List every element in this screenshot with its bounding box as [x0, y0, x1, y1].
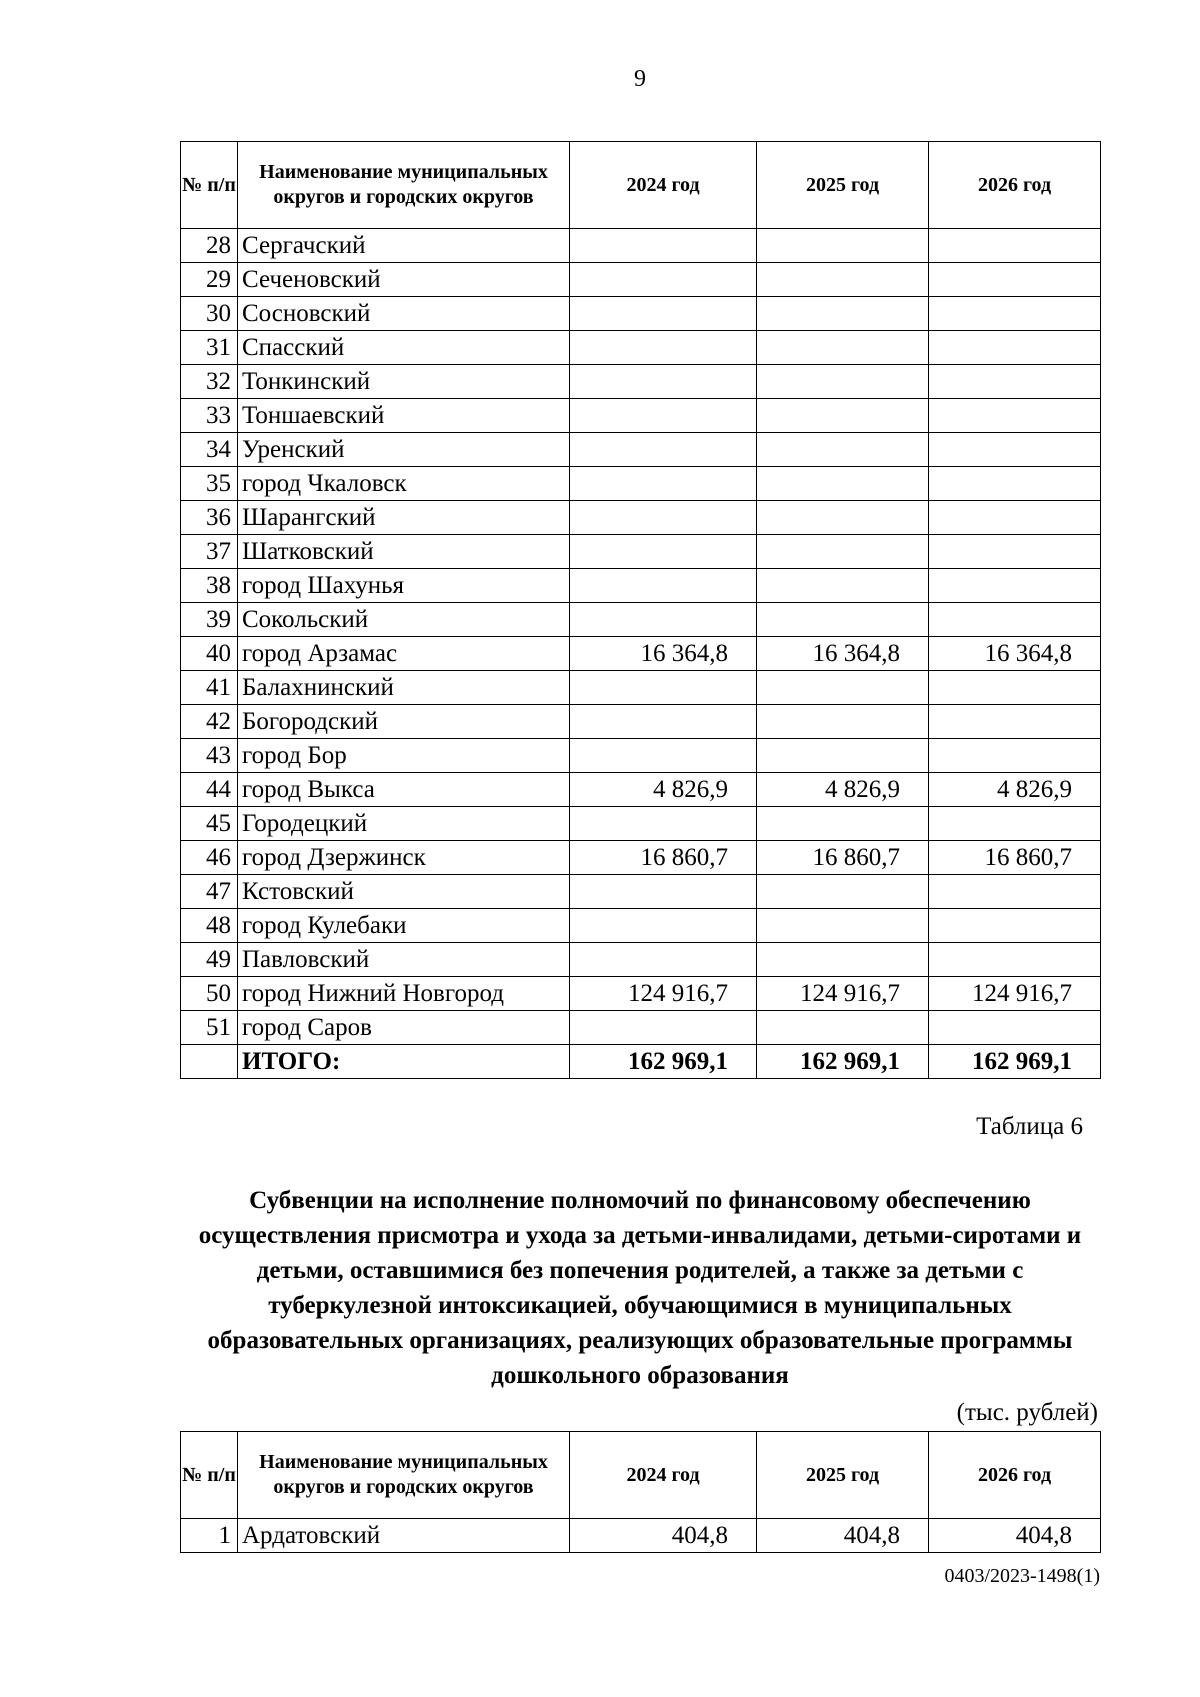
value-2026 — [929, 875, 1101, 909]
value-2026 — [929, 331, 1101, 365]
row-number: 34 — [181, 433, 238, 467]
row-number: 35 — [181, 467, 238, 501]
header-district-name: Наименование муниципальных округов и городских округов — [238, 1432, 570, 1519]
value-2024 — [570, 399, 757, 433]
value-2026 — [929, 739, 1101, 773]
table-row — [181, 637, 1101, 671]
value-2026: 404,8 — [929, 1519, 1101, 1553]
units-note: (тыс. рублей) — [956, 1399, 1098, 1426]
district-name: Тоншаевский — [238, 399, 570, 433]
header-district-name: Наименование муниципальных округов и городских округов — [238, 142, 570, 229]
value-2026: 124 916,7 — [929, 977, 1101, 1011]
row-number: 51 — [181, 1011, 238, 1045]
district-name: Богородский — [238, 705, 570, 739]
district-name: Сергачский — [238, 229, 570, 263]
district-name: город Шахунья — [238, 569, 570, 603]
table-row — [181, 501, 1101, 535]
value-2025 — [757, 365, 929, 399]
value-2025 — [757, 1011, 929, 1045]
value-2024 — [570, 943, 757, 977]
row-number: 31 — [181, 331, 238, 365]
value-2025 — [757, 909, 929, 943]
value-2026 — [929, 229, 1101, 263]
value-2025 — [757, 739, 929, 773]
value-2024 — [570, 331, 757, 365]
table-row — [181, 263, 1101, 297]
value-2026: 4 826,9 — [929, 773, 1101, 807]
value-2025: 16 860,7 — [757, 841, 929, 875]
header-row-number: № п/п — [181, 1432, 238, 1519]
table-row — [181, 1011, 1101, 1045]
table-row — [181, 671, 1101, 705]
district-name: Балахнинский — [238, 671, 570, 705]
value-2026 — [929, 433, 1101, 467]
district-name: город Выкса — [238, 773, 570, 807]
value-2024 — [570, 467, 757, 501]
page-number: 9 — [634, 66, 646, 92]
row-number: 49 — [181, 943, 238, 977]
value-2025 — [757, 807, 929, 841]
value-2026 — [929, 535, 1101, 569]
value-2025 — [757, 705, 929, 739]
value-2024 — [570, 671, 757, 705]
header-row-number: № п/п — [181, 142, 238, 229]
value-2024 — [570, 909, 757, 943]
row-number: 37 — [181, 535, 238, 569]
row-number: 44 — [181, 773, 238, 807]
value-2025: 4 826,9 — [757, 773, 929, 807]
district-name: Шатковский — [238, 535, 570, 569]
row-number: 39 — [181, 603, 238, 637]
district-name: город Нижний Новгород — [238, 977, 570, 1011]
table-row — [181, 875, 1101, 909]
value-2025 — [757, 535, 929, 569]
allocation-table-continued — [180, 141, 1101, 1079]
district-name: Павловский — [238, 943, 570, 977]
district-name: Сосновский — [238, 297, 570, 331]
total-row — [181, 1045, 1101, 1079]
value-2026: 16 860,7 — [929, 841, 1101, 875]
value-2026 — [929, 705, 1101, 739]
row-number: 36 — [181, 501, 238, 535]
table-row — [181, 943, 1101, 977]
table-6-title: Субвенции на исполнение полномочий по финансовому обеспечению осуществления присмотра и ухода за детьми-инвалидами, детьми-сиротами и детьми, оставшимися без попечения родителей, а также за детьми с туберкулезной интоксикацией, обучающимися в муниципальных образовательных организациях, реализующих образовательные программы дошкольного образования — [198, 1187, 1082, 1389]
district-name: Кстовский — [238, 875, 570, 909]
header-year-2026: 2026 год — [929, 1432, 1101, 1519]
value-2025 — [757, 433, 929, 467]
table-row — [181, 807, 1101, 841]
table-6-label: Таблица 6 — [976, 1113, 1083, 1140]
total-label: ИТОГО: — [238, 1045, 570, 1079]
row-number: 41 — [181, 671, 238, 705]
district-name: Ардатовский — [238, 1519, 570, 1553]
value-2025 — [757, 943, 929, 977]
value-2024 — [570, 807, 757, 841]
value-2025 — [757, 569, 929, 603]
value-2026 — [929, 365, 1101, 399]
table-row — [181, 773, 1101, 807]
value-2025 — [757, 501, 929, 535]
district-name: город Бор — [238, 739, 570, 773]
header-year-2025: 2025 год — [757, 142, 929, 229]
row-number: 38 — [181, 569, 238, 603]
value-2025 — [757, 671, 929, 705]
value-2024 — [570, 603, 757, 637]
value-2026 — [929, 943, 1101, 977]
value-2025 — [757, 229, 929, 263]
value-2024 — [570, 297, 757, 331]
table-row — [181, 365, 1101, 399]
district-name: Шарангский — [238, 501, 570, 535]
table-row — [181, 977, 1101, 1011]
district-name: город Дзержинск — [238, 841, 570, 875]
district-name: Городецкий — [238, 807, 570, 841]
value-2025: 16 364,8 — [757, 637, 929, 671]
row-number: 33 — [181, 399, 238, 433]
value-2024: 4 826,9 — [570, 773, 757, 807]
row-number: 29 — [181, 263, 238, 297]
value-2024 — [570, 501, 757, 535]
district-name: Сеченовский — [238, 263, 570, 297]
value-2026 — [929, 263, 1101, 297]
row-number: 46 — [181, 841, 238, 875]
value-2024 — [570, 365, 757, 399]
district-name: Сокольский — [238, 603, 570, 637]
value-2024 — [570, 263, 757, 297]
table-row — [181, 467, 1101, 501]
value-2024 — [570, 705, 757, 739]
table-row — [181, 603, 1101, 637]
value-2024 — [570, 875, 757, 909]
value-2026 — [929, 909, 1101, 943]
value-2026 — [929, 1011, 1101, 1045]
value-2024: 404,8 — [570, 1519, 757, 1553]
district-name: город Кулебаки — [238, 909, 570, 943]
value-2024: 16 364,8 — [570, 637, 757, 671]
district-name: город Чкаловск — [238, 467, 570, 501]
row-number: 30 — [181, 297, 238, 331]
value-2025: 404,8 — [757, 1519, 929, 1553]
table-row — [181, 297, 1101, 331]
value-2026 — [929, 569, 1101, 603]
value-2025 — [757, 399, 929, 433]
district-name: город Арзамас — [238, 637, 570, 671]
value-2024 — [570, 739, 757, 773]
header-year-2026: 2026 год — [929, 142, 1101, 229]
table-row — [181, 841, 1101, 875]
total-2024: 162 969,1 — [570, 1045, 757, 1079]
row-number: 42 — [181, 705, 238, 739]
table-row — [181, 739, 1101, 773]
total-2025: 162 969,1 — [757, 1045, 929, 1079]
row-number: 45 — [181, 807, 238, 841]
value-2024 — [570, 569, 757, 603]
value-2024: 16 860,7 — [570, 841, 757, 875]
value-2026 — [929, 807, 1101, 841]
table-row — [181, 229, 1101, 263]
row-number: 40 — [181, 637, 238, 671]
value-2026 — [929, 467, 1101, 501]
value-2025 — [757, 263, 929, 297]
document-code: 0403/2023-1498(1) — [944, 1565, 1100, 1587]
table-6 — [180, 1431, 1101, 1553]
value-2024 — [570, 433, 757, 467]
header-year-2024: 2024 год — [570, 1432, 757, 1519]
table-row — [181, 705, 1101, 739]
row-number: 48 — [181, 909, 238, 943]
table-row — [181, 909, 1101, 943]
value-2026 — [929, 297, 1101, 331]
value-2025 — [757, 603, 929, 637]
table-row — [181, 433, 1101, 467]
total-row-number — [181, 1045, 238, 1079]
table-row — [181, 535, 1101, 569]
value-2026: 16 364,8 — [929, 637, 1101, 671]
header-year-2024: 2024 год — [570, 142, 757, 229]
table-row — [181, 1519, 1101, 1553]
row-number: 47 — [181, 875, 238, 909]
value-2026 — [929, 501, 1101, 535]
table-row — [181, 331, 1101, 365]
district-name: Уренский — [238, 433, 570, 467]
value-2026 — [929, 399, 1101, 433]
value-2025 — [757, 875, 929, 909]
table-row — [181, 569, 1101, 603]
district-name: город Саров — [238, 1011, 570, 1045]
row-number: 43 — [181, 739, 238, 773]
district-name: Тонкинский — [238, 365, 570, 399]
value-2026 — [929, 671, 1101, 705]
header-year-2025: 2025 год — [757, 1432, 929, 1519]
value-2025: 124 916,7 — [757, 977, 929, 1011]
row-number: 50 — [181, 977, 238, 1011]
value-2024 — [570, 1011, 757, 1045]
value-2024: 124 916,7 — [570, 977, 757, 1011]
value-2025 — [757, 467, 929, 501]
row-number: 1 — [181, 1519, 238, 1553]
value-2025 — [757, 297, 929, 331]
row-number: 28 — [181, 229, 238, 263]
value-2024 — [570, 229, 757, 263]
table-row — [181, 399, 1101, 433]
district-name: Спасский — [238, 331, 570, 365]
value-2026 — [929, 603, 1101, 637]
row-number: 32 — [181, 365, 238, 399]
value-2025 — [757, 331, 929, 365]
total-2026: 162 969,1 — [929, 1045, 1101, 1079]
value-2024 — [570, 535, 757, 569]
